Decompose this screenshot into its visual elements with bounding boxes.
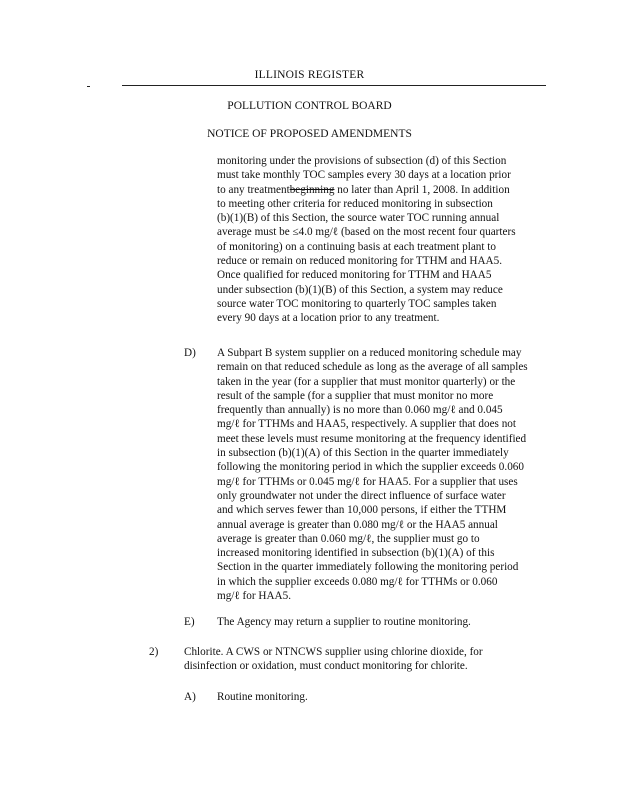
text-line: source water TOC monitoring to quarterly TOC samples taken: [217, 297, 497, 310]
text-line: (b)(1)(B) of this Section, the source water TOC running annual: [217, 212, 500, 225]
item-d-label: D): [184, 347, 196, 359]
text-span: to any treatment: [217, 183, 290, 196]
text-line: in subsection (b)(1)(A) of this Section in the quarter immediately: [217, 447, 509, 460]
text-line: average must be ≤4.0 mg/ℓ (based on the most recent four quarters: [217, 226, 516, 239]
item-a-label: A): [184, 691, 196, 703]
text-line: following the monitoring period in which the supplier exceeds 0.060: [217, 461, 524, 474]
header-rule: [122, 85, 546, 86]
text-line: increased monitoring identified in subsection (b)(1)(A) of this: [217, 547, 495, 560]
header-tick-mark: [87, 86, 90, 87]
text-line: must take monthly TOC samples every 30 days at a location prior: [217, 169, 511, 182]
text-line: annual average is greater than 0.080 mg/ℓ or the HAA5 annual: [217, 518, 498, 531]
item-e-label: E): [184, 616, 195, 628]
text-line: mg/ℓ for HAA5.: [217, 590, 292, 603]
text-line: reduce or remain on reduced monitoring for TTHM and HAA5.: [217, 255, 502, 268]
text-line: in which the supplier exceeds 0.080 mg/ℓ for TTHMs or 0.060: [217, 575, 498, 588]
item-e-paragraph: [217, 615, 471, 629]
text-line: The Agency may return a supplier to routine monitoring.: [217, 616, 471, 628]
notice-heading: NOTICE OF PROPOSED AMENDMENTS: [207, 128, 412, 140]
item-a-paragraph: [217, 690, 308, 704]
text-line: mg/ℓ for TTHMs and HAA5, respectively. A supplier that does not: [217, 418, 516, 431]
text-line: Once qualified for reduced monitoring for TTHM and HAA5: [217, 269, 492, 282]
text-line: result of the sample (for a supplier that must monitor no more: [217, 389, 494, 402]
item-2-label: 2): [149, 646, 159, 658]
text-line: every 90 days at a location prior to any treatment.: [217, 312, 440, 325]
item-2-paragraph: [184, 645, 483, 674]
item-d-paragraph: [217, 346, 528, 603]
text-line: under subsection (b)(1)(B) of this Section, a system may reduce: [217, 283, 503, 296]
text-line: remain on that reduced schedule as long as the average of all samples: [217, 361, 528, 374]
text-line: average is greater than 0.060 mg/ℓ, the supplier must go to: [217, 532, 480, 545]
text-line: frequently than annually) is no more than 0.060 mg/ℓ and 0.045: [217, 404, 503, 417]
text-line: Chlorite. A CWS or NTNCWS supplier using chlorine dioxide, for: [184, 646, 483, 658]
register-title: ILLINOIS REGISTER: [254, 69, 365, 81]
board-heading: POLLUTION CONTROL BOARD: [227, 100, 392, 112]
text-line: only groundwater not under the direct influence of surface water: [217, 489, 506, 502]
text-line: of monitoring) on a continuing basis at each treatment plant to: [217, 240, 496, 253]
text-line: taken in the year (for a supplier that must monitor quarterly) or the: [217, 375, 516, 388]
text-line: A Subpart B system supplier on a reduced monitoring schedule may: [217, 347, 522, 359]
text-line: disinfection or oxidation, must conduct monitoring for chlorite.: [184, 660, 468, 673]
struck-text: beginning: [289, 183, 335, 196]
text-line: to meeting other criteria for reduced monitoring in subsection: [217, 197, 493, 210]
text-line: [217, 183, 516, 197]
text-line: Section in the quarter immediately following the monitoring period: [217, 561, 519, 574]
text-span: no later than April 1, 2008. In addition: [334, 183, 510, 196]
text-line: Routine monitoring.: [217, 691, 308, 703]
text-line: mg/ℓ for TTHMs or 0.045 mg/ℓ for HAA5. For a supplier that uses: [217, 475, 518, 488]
text-line: and which serves fewer than 10,000 persons, if either the TTHM: [217, 504, 507, 517]
continuation-paragraph: [217, 154, 516, 326]
text-line: meet these levels must resume monitoring at the frequency identified: [217, 432, 527, 445]
text-line: monitoring under the provisions of subsection (d) of this Section: [217, 155, 507, 167]
